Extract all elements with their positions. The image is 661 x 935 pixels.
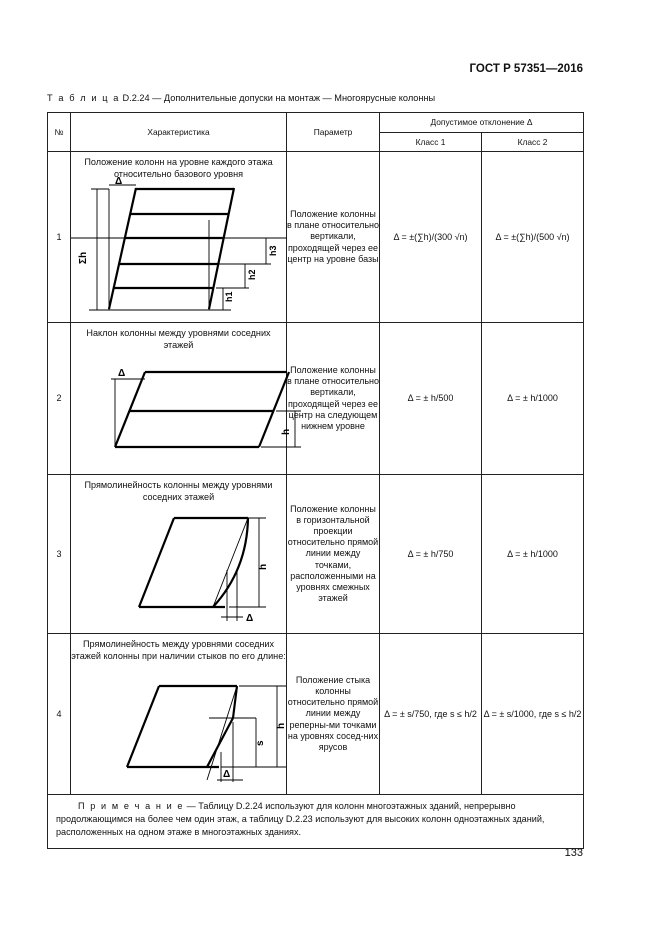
fig1-column-right: [209, 188, 234, 309]
note-row: [48, 795, 584, 849]
class2-value: Δ = ± h/1000: [482, 323, 584, 475]
row-number: 2: [48, 323, 71, 475]
fig3-label-h: h: [258, 563, 269, 570]
fig4-label-s: s: [255, 740, 266, 746]
class1-value: Δ = ±(∑h)/(300 √n): [380, 152, 482, 323]
class1-value: Δ = ± s/750, где s ≤ h/2: [380, 634, 482, 795]
caption-text: D.2.24 — Дополнительные допуски на монтаж — Многоярусные колонны: [122, 93, 436, 103]
fig2-label-delta: Δ: [118, 368, 126, 379]
parameter-cell: Положение колонны в плане относительно вертикали, проходящей через ее центр на следующем нижнем уровне: [287, 323, 380, 475]
header-tolerance: Допустимое отклонение Δ: [380, 113, 584, 133]
page-number: 133: [564, 847, 583, 859]
fig1-label-h1: h1: [224, 291, 234, 302]
characteristic-cell: [71, 152, 287, 323]
fig3-column-left: [139, 518, 174, 607]
document-code: ГОСТ Р 57351—2016: [469, 63, 583, 75]
characteristic-text: Положение колонн на уровне каждого этажа относительно базового уровня: [84, 157, 273, 179]
header-row: [48, 113, 584, 133]
class2-value: Δ = ± h/1000: [482, 475, 584, 634]
header-class1: Класс 1: [380, 133, 482, 152]
row-number: 4: [48, 634, 71, 795]
parameter-cell: Положение колонны в плане относительно вертикали, проходящей через ее центр на уровне базы: [287, 152, 380, 323]
fig4-column-left: [127, 686, 159, 767]
note-label: П р и м е ч а н и е: [78, 801, 185, 811]
fig3-label-delta: Δ: [246, 613, 254, 624]
fig2-column-left: [115, 372, 145, 447]
fig4-column-lower-segment: [207, 718, 233, 767]
table-caption: [47, 93, 435, 103]
fig2-label-h: h: [281, 428, 292, 435]
characteristic-text: Наклон колонны между уровнями соседних этажей: [86, 328, 271, 350]
parameter-cell: Положение стыка колонны относительно прямой линии между реперны-ми точками на уровнях сосед-них ярусов: [287, 634, 380, 795]
characteristic-cell: [71, 634, 287, 795]
header-characteristic: Характеристика: [71, 113, 287, 152]
note-cell: [48, 795, 584, 849]
class2-value: Δ = ± s/1000, где s ≤ h/2: [482, 634, 584, 795]
parameter-cell: Положение колонны в горизонтальной проекции относительно прямой линии между точками, расположенными на уровнях смежных этажей: [287, 475, 380, 634]
class1-value: Δ = ± h/500: [380, 323, 482, 475]
caption-label: Т а б л и ц а: [47, 93, 120, 103]
table-row: [48, 152, 584, 323]
fig4-straight-ref: [207, 686, 237, 780]
characteristic-cell: [71, 323, 292, 475]
table-row: [48, 323, 584, 475]
tolerance-table: [47, 112, 584, 849]
table-row: [48, 475, 584, 634]
characteristic-cell: [71, 475, 287, 634]
class1-value: Δ = ± h/750: [380, 475, 482, 634]
header-parameter: Параметр: [287, 113, 380, 152]
row-number: 3: [48, 475, 71, 634]
note-text: — Таблицу D.2.24 используют для колонн многоэтажных зданий, непрерывно продолжающимся на более чем один этаж, а таблицу D.2.23 используют для высоких колонн одноэтажных зданий, расположенных на одном этаже в многоэтажных зданиях.: [56, 801, 545, 837]
class2-value: Δ = ±(∑h)/(500 √n): [482, 152, 584, 323]
fig1-label-sumh: Σh: [78, 251, 89, 264]
characteristic-text: Прямолинейность колонны между уровнями соседних этажей: [84, 480, 273, 502]
header-no: №: [48, 113, 71, 152]
fig3-straight-ref: [213, 518, 248, 607]
fig1-label-h3: h3: [268, 245, 278, 256]
characteristic-text: Прямолинейность между уровнями соседних этажей колонны при наличии стыков по его длине:: [71, 639, 286, 661]
table-row: [48, 634, 584, 795]
fig1-label-h2: h2: [247, 269, 257, 280]
fig1-column-left: [109, 188, 136, 309]
fig4-label-h: h: [276, 722, 287, 729]
row-number: 1: [48, 152, 71, 323]
header-class2: Класс 2: [482, 133, 584, 152]
fig1-label-delta: Δ: [115, 176, 123, 187]
fig4-label-delta: Δ: [223, 769, 231, 780]
